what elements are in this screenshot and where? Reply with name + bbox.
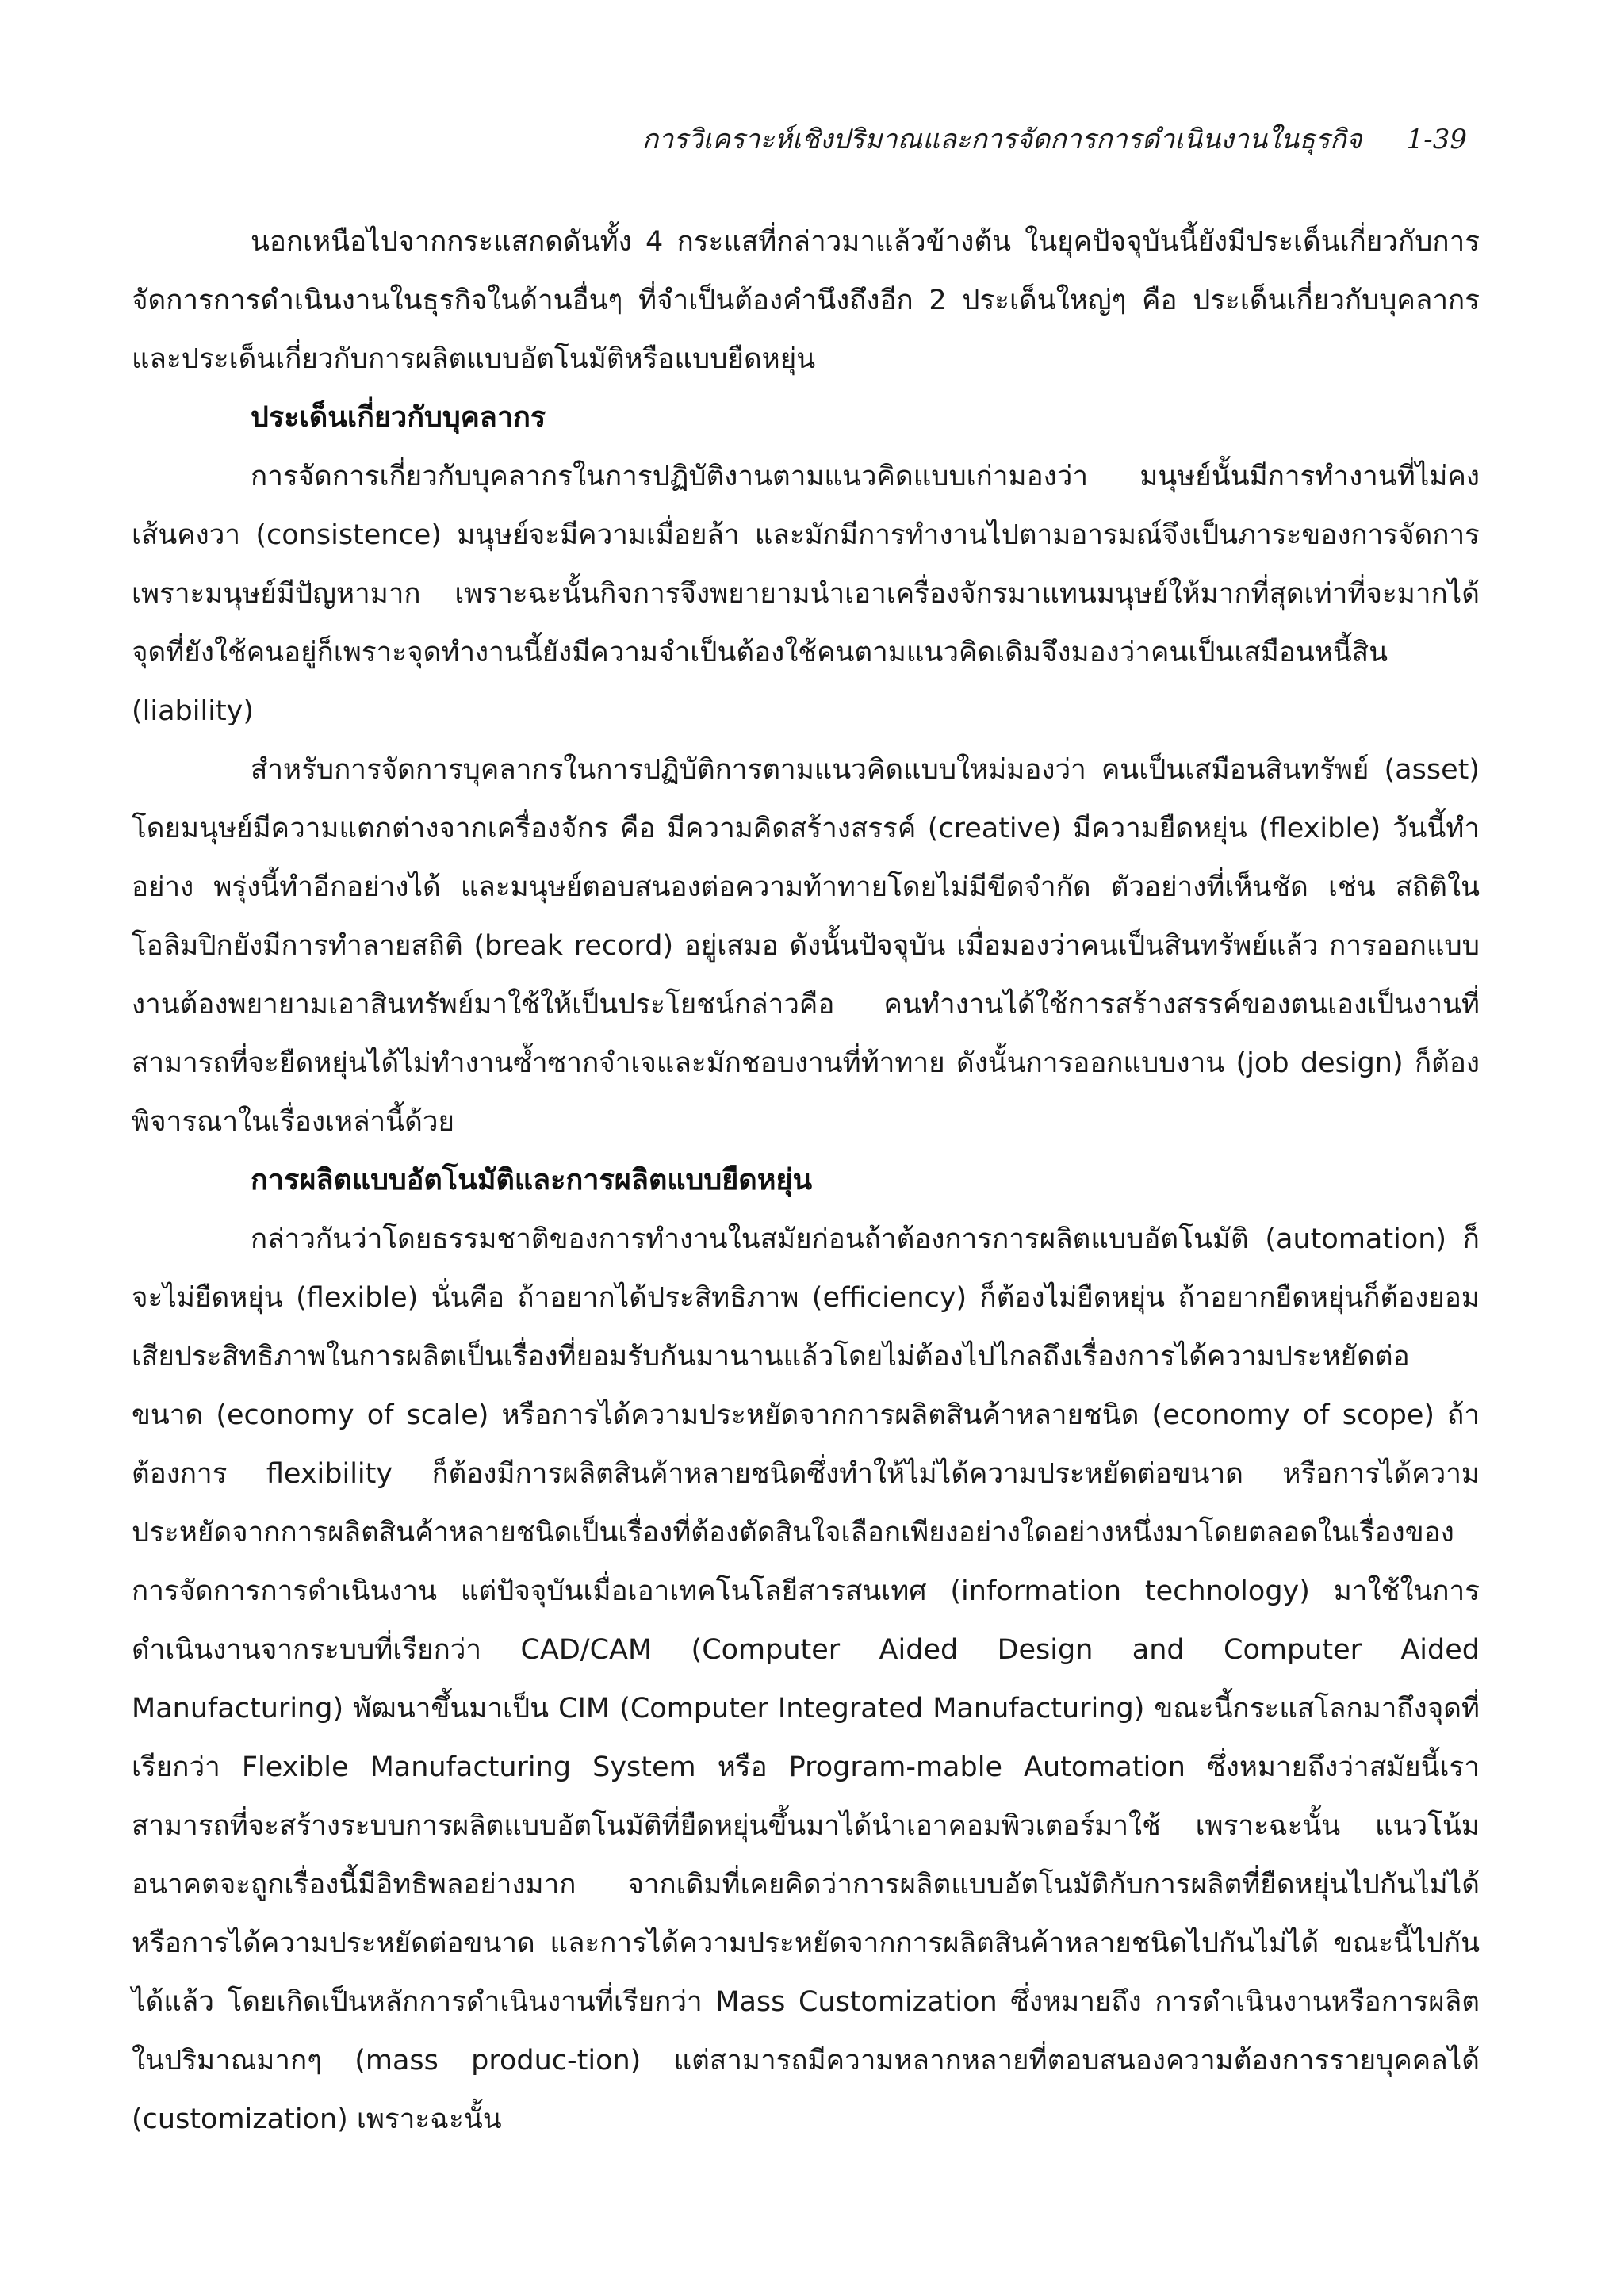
running-header <box>642 117 1467 160</box>
section-heading-automation: การผลิตแบบอัตโนมัติและการผลิตแบบยืดหยุ่น <box>251 1164 813 1196</box>
paragraph-personnel-new-view: สำหรับการจัดการบุคลากรในการปฏิบัติการตามแนวคิดแบบใหม่มองว่า คนเป็นเสมือนสินทรัพย์ (asset) โดยมนุษย์มีความแตกต่างจากเครื่องจักร คือ มีความคิดสร้างสรรค์ (creative) มีความยืดหยุ่น (flexible) วันนี้ทำอย่าง พรุ่งนี้ทำอีกอย่างได้ และมนุษย์ตอบสนองต่อความท้าทายโดยไม่มีขีดจำกัด ตัวอย่างที่เห็นชัด เช่น สถิติในโอลิมปิกยังมีการทำลายสถิติ (break record) อยู่เสมอ ดังนั้นปัจจุบัน เมื่อมองว่าคนเป็นสินทรัพย์แล้ว การออกแบบงานต้องพยายามเอาสินทรัพย์มาใช้ให้เป็นประโยชน์กล่าวคือ คนทำงานได้ใช้การสร้างสรรค์ของตนเองเป็นงานที่สามารถที่จะยืดหยุ่นได้ไม่ทำงานซ้ำซากจำเจและมักชอบงานที่ท้าทาย ดังนั้นการออกแบบงาน (job design) ก็ต้องพิจารณาในเรื่องเหล่านี้ด้วย <box>132 754 1480 1138</box>
paragraph-intro: นอกเหนือไปจากกระแสกดดันทั้ง 4 กระแสที่กล่าวมาแล้วข้างต้น ในยุคปัจจุบันนี้ยังมีประเด็นเกี่ยวกับการจัดการการดำเนินงานในธุรกิจในด้านอื่นๆ ที่จำเป็นต้องคำนึงถึงอีก 2 ประเด็นใหญ่ๆ คือ ประเด็นเกี่ยวกับบุคลากรและประเด็นเกี่ยวกับการผลิตแบบอัตโนมัติหรือแบบยืดหยุ่น <box>132 226 1480 375</box>
page-number: 1-39 <box>1406 124 1467 155</box>
paragraph-automation: กล่าวกันว่าโดยธรรมชาติของการทำงานในสมัยก่อนถ้าต้องการการผลิตแบบอัตโนมัติ (automation) ก็จะไม่ยืดหยุ่น (flexible) นั่นคือ ถ้าอยากได้ประสิทธิภาพ (efficiency) ก็ต้องไม่ยืดหยุ่น ถ้าอยากยืดหยุ่นก็ต้องยอมเสียประสิทธิภาพในการผลิตเป็นเรื่องที่ยอมรับกันมานานแล้วโดยไม่ต้องไปไกลถึงเรื่องการได้ความประหยัดต่อขนาด (economy of scale) หรือการได้ความประหยัดจากการผลิตสินค้าหลายชนิด (economy of scope) ถ้าต้องการ flexibility ก็ต้องมีการผลิตสินค้าหลายชนิดซึ่งทำให้ไม่ได้ความประหยัดต่อขนาด หรือการได้ความประหยัดจากการผลิตสินค้าหลายชนิดเป็นเรื่องที่ต้องตัดสินใจเลือกเพียงอย่างใดอย่างหนึ่งมาโดยตลอดในเรื่องของการจัดการการดำเนินงาน แต่ปัจจุบันเมื่อเอาเทคโนโลยีสารสนเทศ (information technology) มาใช้ในการดำเนินงานจากระบบที่เรียกว่า CAD/CAM (Computer Aided Design and Computer Aided Manufacturing) พัฒนาขึ้นมาเป็น CIM (Computer Integrated Manufacturing) ขณะนี้กระแสโลกมาถึงจุดที่เรียกว่า Flexible Manufacturing System หรือ Program-mable Automation ซึ่งหมายถึงว่าสมัยนี้เราสามารถที่จะสร้างระบบการผลิตแบบอัตโนมัติที่ยืดหยุ่นขึ้นมาได้นำเอาคอมพิวเตอร์มาใช้ เพราะฉะนั้น แนวโน้มอนาคตจะถูกเรื่องนี้มีอิทธิพลอย่างมาก จากเดิมที่เคยคิดว่าการผลิตแบบอัตโนมัติกับการผลิตที่ยืดหยุ่นไปกันไม่ได้ หรือการได้ความประหยัดต่อขนาด และการได้ความประหยัดจากการผลิตสินค้าหลายชนิดไปกันไม่ได้ ขณะนี้ไปกันได้แล้ว โดยเกิดเป็นหลักการดำเนินงานที่เรียกว่า Mass Customization ซึ่งหมายถึง การดำเนินงานหรือการผลิตในปริมาณมากๆ (mass produc-tion) แต่สามารถมีความหลากหลายที่ตอบสนองความต้องการรายบุคคลได้ (customization) เพราะฉะนั้น <box>132 1223 1480 2135</box>
section-heading-personnel: ประเด็นเกี่ยวกับบุคลากร <box>251 401 546 434</box>
body-text <box>132 212 1480 2149</box>
paragraph-personnel-old-view: การจัดการเกี่ยวกับบุคลากรในการปฏิบัติงานตามแนวคิดแบบเก่ามองว่า มนุษย์นั้นมีการทำงานที่ไม่คงเส้นคงวา (consistence) มนุษย์จะมีความเมื่อยล้า และมักมีการทำงานไปตามอารมณ์จึงเป็นภาระของการจัดการเพราะมนุษย์มีปัญหามาก เพราะฉะนั้นกิจการจึงพยายามนำเอาเครื่องจักรมาแทนมนุษย์ให้มากที่สุดเท่าที่จะมากได้ จุดที่ยังใช้คนอยู่ก็เพราะจุดทำงานนี้ยังมีความจำเป็นต้องใช้คนตามแนวคิดเดิมจึงมองว่าคนเป็นเสมือนหนี้สิน (liability) <box>132 461 1480 727</box>
header-title: การวิเคราะห์เชิงปริมาณและการจัดการการดำเนินงานในธุรกิจ <box>642 124 1362 155</box>
